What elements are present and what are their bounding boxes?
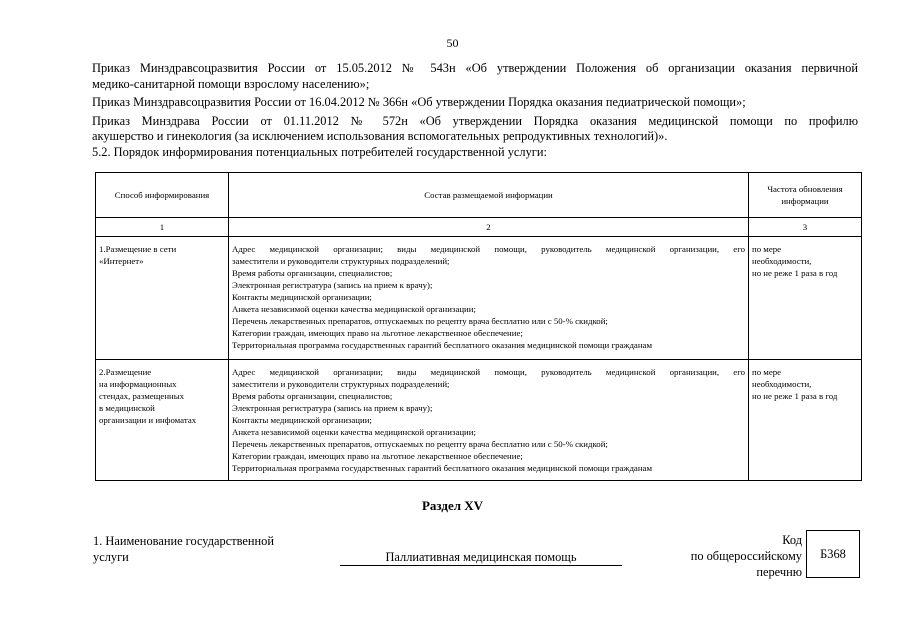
content-line: Адрес медицинской организации; виды медицинской помощи, руководитель медицинской организации, его [232, 367, 745, 377]
paragraph-order-572n-line2: акушерство и гинекология (за исключением использования вспомогательных репродуктивных технологий)». [92, 129, 668, 143]
content-line: Время работы организации, специалистов; [232, 268, 393, 278]
service-name-value: Паллиативная медицинская помощь [340, 549, 622, 566]
method-line: 1.Размещение в сети [99, 244, 177, 254]
content-line: заместители и руководители структурных подразделений; [232, 379, 450, 389]
informing-table [95, 172, 862, 481]
header-content: Состав размещаемой информации [229, 173, 749, 218]
service-name-label [93, 533, 274, 565]
frequency-line: по мере [752, 244, 782, 254]
paragraph-order-543n-line1: Приказ Минздравсоцразвития России от 15.05.2012 № 543н «Об утверждении Положения об организации оказания первичной [92, 61, 858, 75]
paragraph-order-572n-line1: Приказ Минздрава России от 01.11.2012 № 572н «Об утверждении Порядка оказания медицинской помощи по профилю [92, 114, 858, 128]
method-line: стендах, размещенных [99, 391, 185, 401]
service-label-line: 1. Наименование государственной [93, 534, 274, 548]
method-cell [96, 237, 229, 360]
content-line: Категории граждан, имеющих право на льготное лекарственное обеспечение; [232, 328, 523, 338]
content-line: Территориальная программа государственных гарантий бесплатного оказания медицинской помощи гражданам [232, 340, 653, 350]
service-label-line: услуги [93, 550, 129, 564]
header-method: Способ информирования [96, 173, 229, 218]
frequency-cell [749, 237, 862, 360]
section-title: Раздел XV [421, 498, 484, 513]
content-cell [229, 360, 749, 481]
content-line: Контакты медицинской организации; [232, 415, 372, 425]
code-label [660, 532, 802, 580]
content-line: Электронная регистратура (запись на прием к врачу); [232, 403, 433, 413]
page-number: 50 [446, 36, 459, 50]
content-line: Категории граждан, имеющих право на льготное лекарственное обеспечение; [232, 451, 523, 461]
method-line: в медицинской [99, 403, 155, 413]
table-row [96, 237, 862, 360]
content-line: Время работы организации, специалистов; [232, 391, 393, 401]
content-line: заместители и руководители структурных подразделений; [232, 256, 450, 266]
content-line: Территориальная программа государственных гарантий бесплатного оказания медицинской помощи гражданам [232, 463, 653, 473]
content-line: Контакты медицинской организации; [232, 292, 372, 302]
code-label-line: перечню [756, 565, 802, 579]
content-cell [229, 237, 749, 360]
frequency-line: но не реже 1 раза в год [752, 268, 838, 278]
header-frequency: Частота обновления информации [749, 173, 862, 218]
table-header-row [96, 173, 862, 218]
frequency-line: по мере [752, 367, 782, 377]
content-line: Анкета независимой оценки качества медицинской организации; [232, 304, 476, 314]
method-line: «Интернет» [99, 256, 144, 266]
method-cell [96, 360, 229, 481]
content-line: Электронная регистратура (запись на прием к врачу); [232, 280, 433, 290]
content-line: Перечень лекарственных препаратов, отпускаемых по рецепту врача бесплатно или с 50-% скидкой; [232, 439, 608, 449]
paragraph-order-366n: Приказ Минздравсоцразвития России от 16.04.2012 № 366н «Об утверждении Порядка оказания педиатрической помощи»; [92, 95, 746, 109]
method-line: 2.Размещение [99, 367, 152, 377]
frequency-line: необходимости, [752, 256, 812, 266]
method-line: организации и инфоматах [99, 415, 197, 425]
paragraph-order-543n-line2: медико-санитарной помощи взрослому населению»; [92, 77, 370, 91]
frequency-cell [749, 360, 862, 481]
method-line: на информационных [99, 379, 177, 389]
service-code-box: Б368 [806, 530, 860, 578]
content-line: Анкета независимой оценки качества медицинской организации; [232, 427, 476, 437]
frequency-line: необходимости, [752, 379, 812, 389]
column-number-3: 3 [749, 218, 862, 237]
content-line: Перечень лекарственных препаратов, отпускаемых по рецепту врача бесплатно или с 50-% скидкой; [232, 316, 608, 326]
frequency-line: но не реже 1 раза в год [752, 391, 838, 401]
code-label-line: Код [782, 533, 802, 547]
section-5-2-heading: 5.2. Порядок информирования потенциальных потребителей государственной услуги: [92, 145, 547, 159]
table-row [96, 360, 862, 481]
table-column-numbers-row [96, 218, 862, 237]
column-number-2: 2 [229, 218, 749, 237]
column-number-1: 1 [96, 218, 229, 237]
content-line: Адрес медицинской организации; виды медицинской помощи, руководитель медицинской организации, его [232, 244, 745, 254]
code-label-line: по общероссийскому [690, 549, 802, 563]
